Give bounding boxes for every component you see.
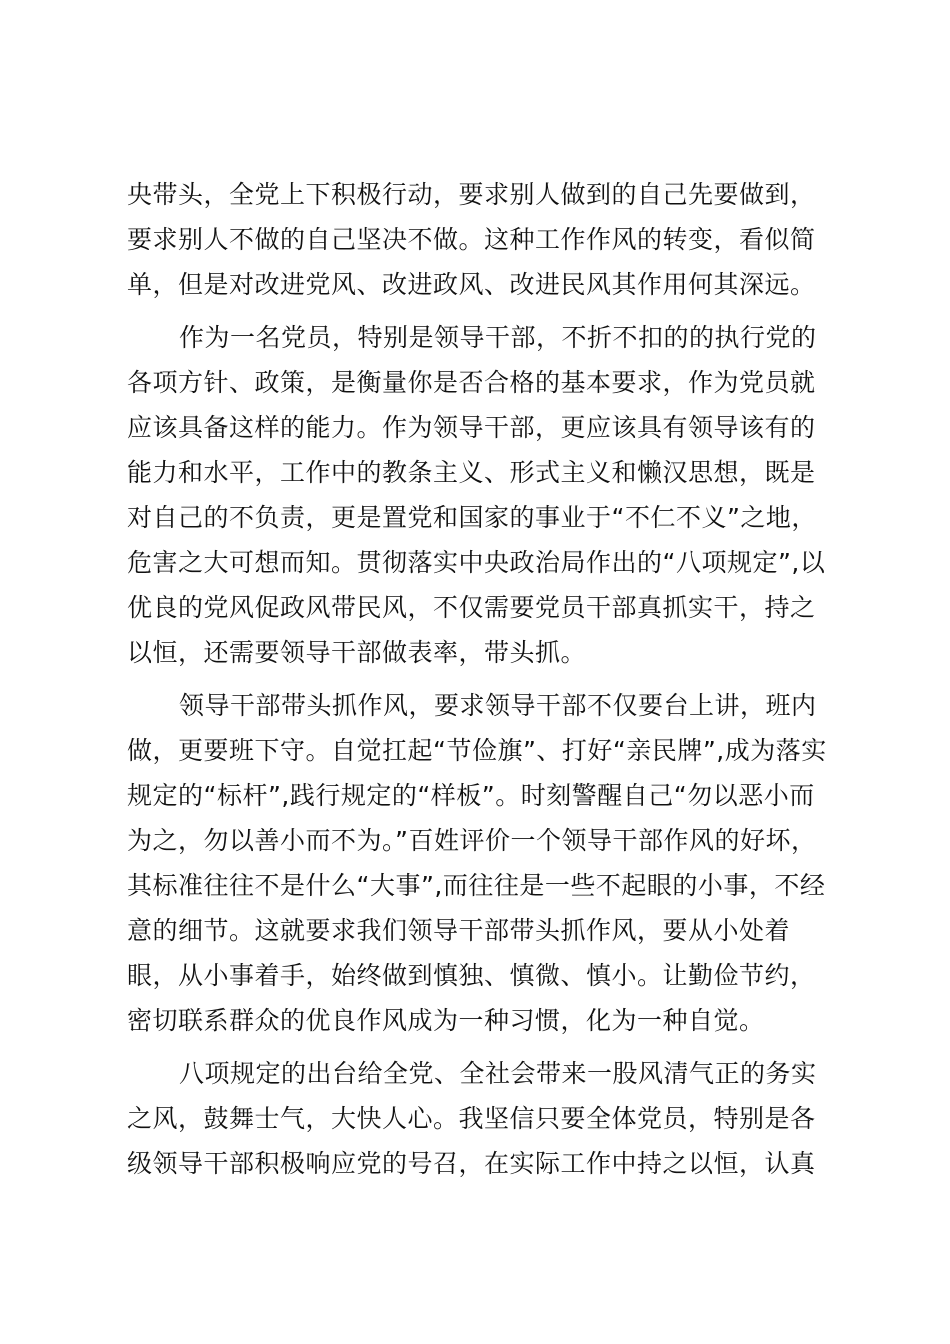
text-line: 其标准往往不是什么“大事”,而往往是一些不起眼的小事，不经 [127,871,826,900]
text-line: 为之，勿以善小而不为。”百姓评价一个领导干部作风的好坏， [127,826,817,855]
text-line: 眼，从小事着手，始终做到慎独、慎微、慎小。让勤俭节约， [127,961,816,990]
text-line: 优良的党风促政风带民风，不仅需要党员干部真抓实干，持之 [127,593,816,622]
text-line: 要求别人不做的自己坚决不做。这种工作作风的转变，看似简 [127,225,816,254]
text-line: 作为一名党员，特别是领导干部，不折不扣的的执行党的 [179,323,817,352]
text-line: 规定的“标杆”,践行规定的“样板”。时刻警醒自己“勿以恶小而 [127,781,815,810]
text-line: 以恒，还需要领导干部做表率，带头抓。 [127,638,587,667]
text-line: 危害之大可想而知。贯彻落实中央政治局作出的“八项规定”,以 [127,548,826,577]
text-line: 央带头，全党上下积极行动，要求别人做到的自己先要做到， [127,180,816,209]
text-line: 对自己的不负责，更是置党和国家的事业于“不仁不义”之地， [127,503,817,532]
text-line: 应该具备这样的能力。作为领导干部，更应该具有领导该有的 [127,413,816,442]
document-body [127,172,832,1186]
text-line: 级领导干部积极响应党的号召，在实际工作中持之以恒，认真 [127,1149,816,1178]
text-line: 意的细节。这就要求我们领导干部带头抓作风，要从小处着 [127,916,791,945]
text-line: 之风，鼓舞士气，大快人心。我坚信只要全体党员，特别是各 [127,1104,816,1133]
text-line: 单，但是对改进党风、改进政风、改进民风其作用何其深远。 [127,270,816,299]
text-line: 能力和水平，工作中的教条主义、形式主义和懒汉思想，既是 [127,458,816,487]
text-line: 密切联系群众的优良作风成为一种习惯，化为一种自觉。 [127,1006,765,1035]
text-line: 领导干部带头抓作风，要求领导干部不仅要台上讲，班内 [179,691,817,720]
text-line: 做，更要班下守。自觉扛起“节俭旗”、打好“亲民牌”,成为落实 [127,736,827,765]
text-line: 各项方针、政策，是衡量你是否合格的基本要求，作为党员就 [127,368,816,397]
text-line: 八项规定的出台给全党、全社会带来一股风清气正的务实 [179,1059,817,1088]
